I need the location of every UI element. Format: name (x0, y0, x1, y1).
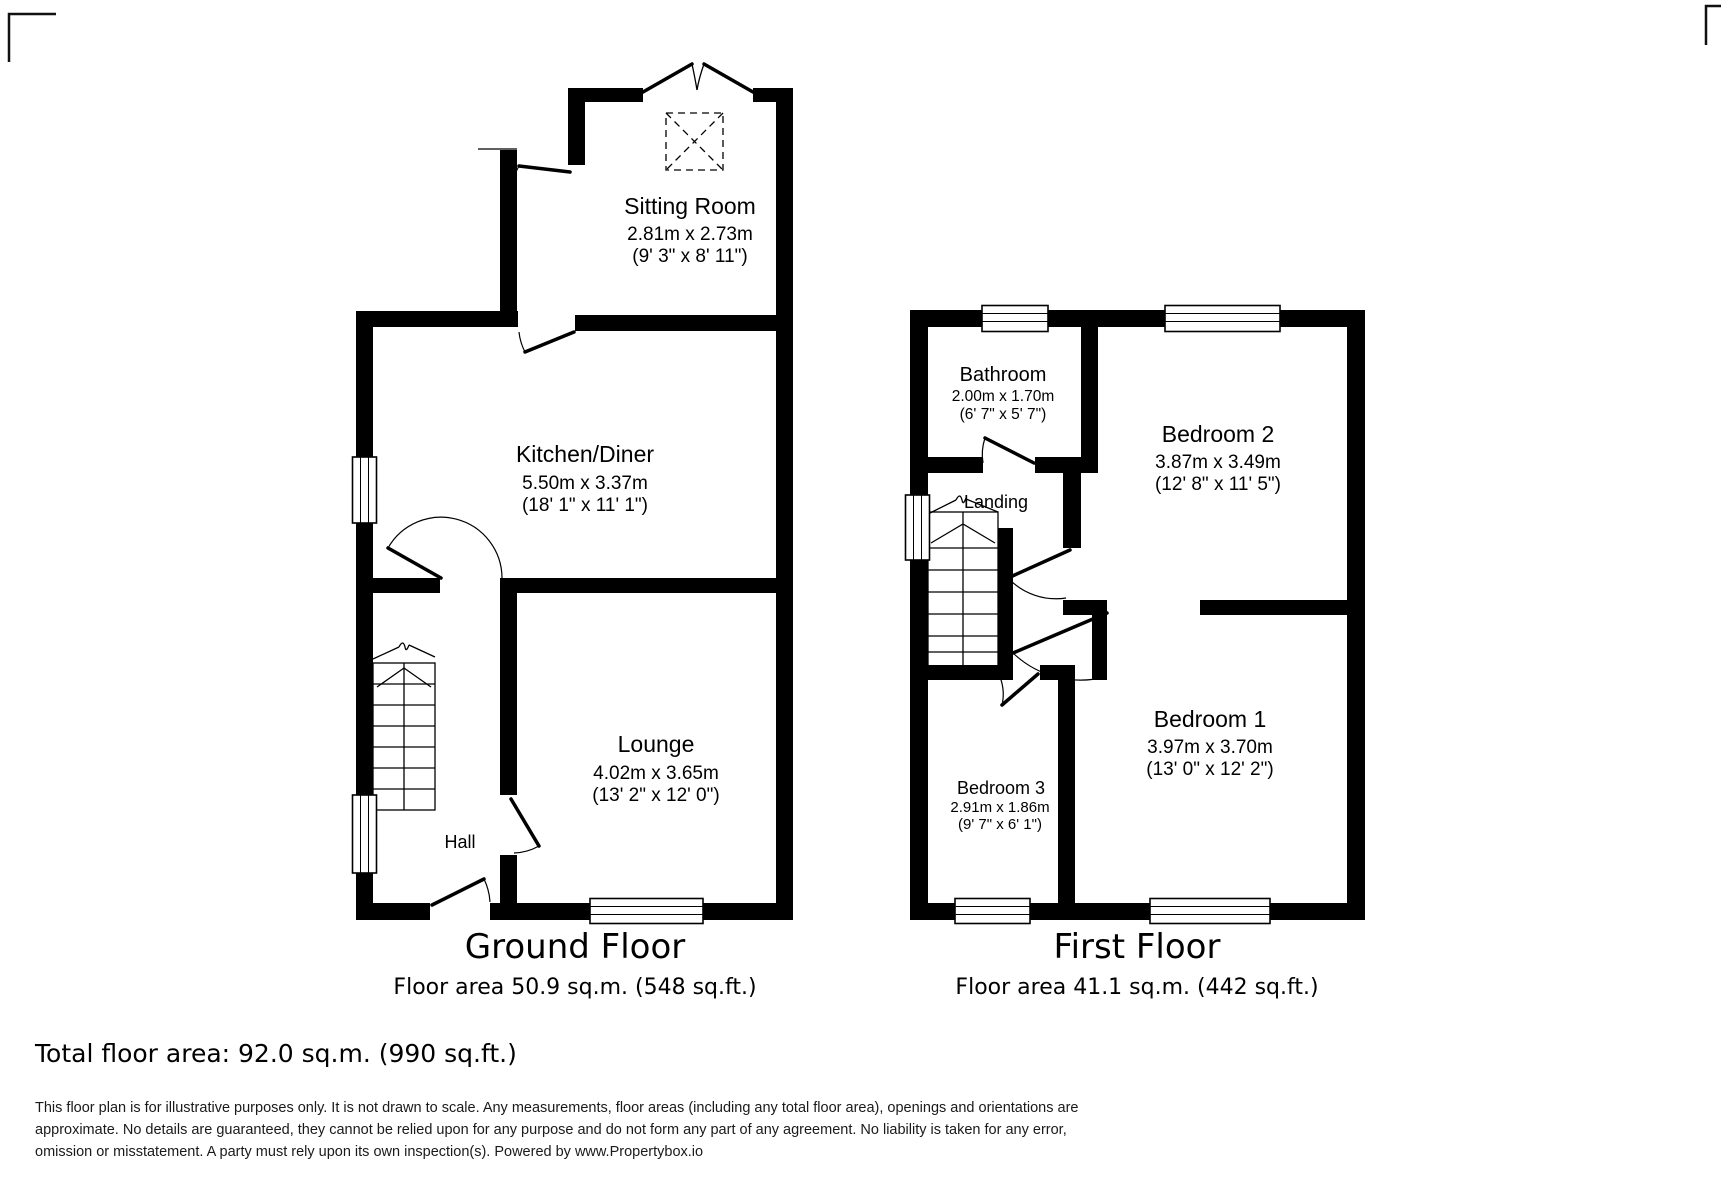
wall-segment (910, 903, 955, 920)
wall-segment (1063, 600, 1107, 615)
wall-segment (500, 578, 517, 795)
room-dim-imperial: (18' 1" x 11' 1") (521, 495, 649, 516)
stair-treads (373, 663, 435, 810)
door-swing (1000, 677, 1003, 705)
door-leaf (1008, 550, 1070, 578)
rooflight-icon (666, 113, 723, 170)
room-label-bedroom1: Bedroom 1 (1153, 706, 1267, 732)
door-swing (514, 846, 539, 853)
window (1165, 306, 1280, 332)
wall-segment (356, 903, 430, 920)
room-label-bathroom: Bathroom (959, 364, 1047, 386)
door-leaf (643, 64, 692, 92)
window (590, 899, 703, 924)
room-label-lounge: Lounge (617, 731, 695, 757)
room-dim-imperial: (6' 7" x 5' 7") (959, 406, 1047, 423)
first-floor-stairs (928, 496, 998, 667)
door-swing (388, 517, 502, 578)
window (982, 306, 1048, 332)
disclaimer-line-2: approximate. No details are guaranteed, they cannot be relied upon for any purpose and do not form any part of any agreement. No liability is taken for any error, (35, 1122, 1067, 1138)
crop-mark-top-right (1706, 6, 1721, 45)
room-dim-metric: 2.81m x 2.73m (627, 224, 753, 245)
wall-segment (356, 311, 518, 327)
wall-segment (490, 903, 590, 920)
wall-segment (500, 855, 517, 903)
room-dim-metric: 5.50m x 3.37m (522, 473, 648, 494)
ground-floor-title: Ground Floor (464, 927, 686, 967)
ground-floor-doors (388, 149, 574, 905)
room-dim-metric: 2.00m x 1.70m (951, 388, 1055, 405)
door-swing (1008, 578, 1066, 599)
first-floor-title: First Floor (1053, 927, 1221, 967)
wall-segment (1048, 310, 1165, 327)
window (353, 457, 377, 523)
door-swing (519, 332, 525, 352)
wall-segment (1081, 310, 1098, 457)
french-doors (643, 64, 753, 92)
total-floor-area: Total floor area: 92.0 sq.m. (990 sq.ft.) (35, 1039, 517, 1068)
front-door-swing (484, 879, 490, 902)
stair-break-line (373, 643, 435, 659)
wall-segment (575, 315, 776, 331)
room-label-sitting-room: Sitting Room (624, 193, 756, 219)
window (906, 495, 930, 560)
ground-floor-windows (353, 457, 704, 924)
footer (34, 1039, 1078, 1160)
wall-segment (1347, 310, 1365, 920)
room-label-landing: Landing (963, 492, 1029, 512)
wall-segment (753, 88, 793, 102)
front-door-leaf (432, 879, 484, 905)
disclaimer-line-1: This floor plan is for illustrative purposes only. It is not drawn to scale. Any measurements, floor areas (including any total floor area), openings and orientations are (35, 1100, 1079, 1116)
wall-segment (998, 528, 1013, 680)
room-dim-metric: 4.02m x 3.65m (593, 763, 719, 784)
room-label-bedroom2: Bedroom 2 (1161, 421, 1275, 447)
wall-segment (910, 310, 928, 920)
room-dim-metric: 3.87m x 3.49m (1155, 452, 1281, 473)
room-dim-imperial: (12' 8" x 11' 5") (1154, 474, 1282, 495)
window (1150, 899, 1270, 924)
ground-floor-plan (353, 64, 794, 1000)
wall-segment (360, 578, 440, 593)
door-leaf (704, 64, 753, 92)
wall-segment (568, 88, 643, 102)
room-dim-metric: 2.91m x 1.86m (950, 799, 1050, 816)
door-break (697, 64, 704, 90)
room-dim-imperial: (13' 2" x 12' 0") (592, 785, 720, 806)
first-floor-area: Floor area 41.1 sq.m. (442 sq.ft.) (955, 975, 1319, 1000)
first-floor-plan (906, 306, 1366, 1001)
wall-segment (1063, 457, 1081, 548)
door-leaf (511, 799, 539, 846)
room-dim-imperial: (9' 7" x 6' 1") (958, 816, 1042, 833)
ground-floor-stairs (373, 643, 435, 810)
door-break (692, 64, 697, 90)
room-dim-metric: 3.97m x 3.70m (1147, 737, 1273, 758)
wall-segment (928, 457, 983, 473)
room-label-bedroom3: Bedroom 3 (956, 778, 1046, 798)
room-label-hall: Hall (444, 832, 476, 852)
room-dim-imperial: (9' 3" x 8' 11") (632, 246, 748, 267)
wall-segment (1200, 600, 1348, 615)
door-leaf (519, 166, 570, 172)
wall-segment (1030, 903, 1150, 920)
wall-segment (776, 88, 793, 920)
wall-segment (1058, 665, 1075, 920)
rooflight-cross (666, 113, 723, 170)
door-leaf (525, 332, 574, 352)
wall-segment (1270, 903, 1365, 920)
wall-segment (1092, 615, 1107, 680)
room-label-kitchen-diner: Kitchen/Diner (515, 441, 655, 467)
window (353, 795, 377, 873)
stair-treads (928, 512, 998, 667)
wall-segment (910, 310, 982, 327)
room-dim-imperial: (13' 0" x 12' 2") (1146, 759, 1274, 780)
disclaimer-line-3: omission or misstatement. A party must rely upon its own inspection(s). Powered by www.Propertybox.io (35, 1144, 704, 1160)
door-leaf (985, 438, 1034, 463)
ground-floor-area: Floor area 50.9 sq.m. (548 sq.ft.) (393, 975, 757, 1000)
wall-segment (517, 578, 776, 593)
crop-mark-top-left (9, 14, 56, 62)
door-swing (982, 438, 985, 463)
door-leaf (388, 548, 441, 578)
window (955, 899, 1030, 924)
